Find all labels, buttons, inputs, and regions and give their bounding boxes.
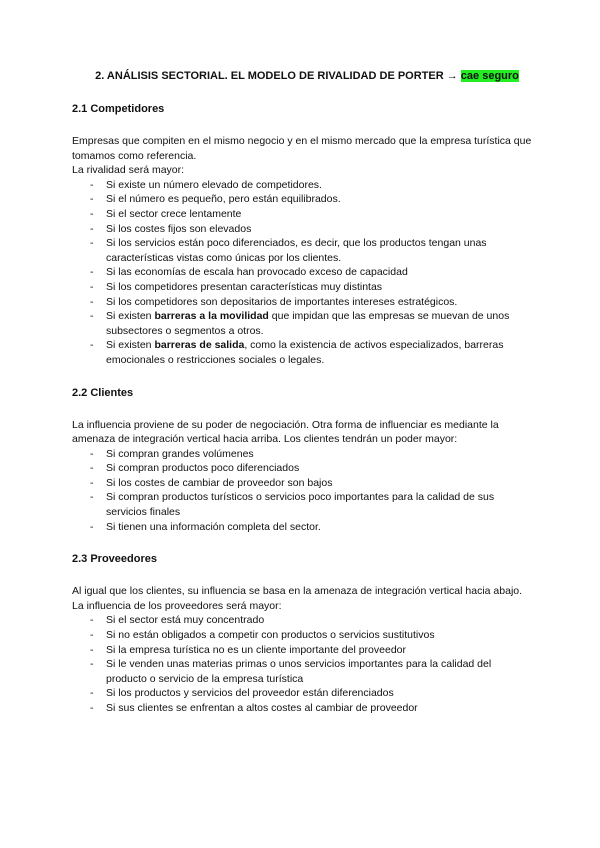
- paragraph: Al igual que los clientes, su influencia se basa en la amenaza de integración vertical hacia abajo. La influencia de los proveedores será mayor:: [72, 585, 523, 612]
- item-text: , como la existencia de activos especializados, barreras emocionales o restricciones sociales o legales.: [106, 339, 504, 366]
- list-item: - Si las economías de escala han provocado exceso de capacidad: [72, 265, 532, 280]
- list-item: - Si compran productos poco diferenciados: [72, 461, 532, 476]
- list-item: - Si tienen una información completa del sector.: [72, 520, 532, 535]
- item-text: Si existen: [106, 339, 155, 352]
- item-text: que impidan que las empresas se muevan de unos subsectores o segmentos a otros.: [106, 310, 510, 337]
- bold-term: barreras de salida: [154, 339, 245, 352]
- list-item: - Si compran productos turísticos o servicios poco importantes para la calidad de sus servicios finales: [72, 490, 532, 519]
- bullet-list: [72, 613, 532, 715]
- list-item: - Si existe un número elevado de competidores.: [72, 178, 532, 193]
- list-item: - Si compran grandes volúmenes: [72, 447, 532, 462]
- list-item: - Si la empresa turística no es un cliente importante del proveedor: [72, 643, 532, 658]
- bold-term: barreras a la movilidad: [154, 310, 269, 323]
- list-item: - Si los competidores son depositarios de importantes intereses estratégicos.: [72, 295, 532, 310]
- bullet-list: [72, 447, 532, 535]
- document-title: [82, 68, 532, 84]
- section-heading: 2.3 Proveedores: [72, 553, 157, 566]
- section-competidores: [72, 102, 532, 368]
- document-page: [72, 68, 532, 716]
- list-item: [72, 338, 532, 367]
- section-proveedores: [72, 552, 532, 715]
- list-item: - Si el sector crece lentamente: [72, 207, 532, 222]
- item-text: Si existen: [106, 310, 155, 323]
- paragraph: La influencia proviene de su poder de negociación. Otra forma de influenciar es mediante la amenaza de integración vertical hacia arriba. Los clientes tendrán un poder mayor:: [72, 418, 499, 446]
- list-item: - Si el sector está muy concentrado: [72, 613, 532, 628]
- list-item: - Si los costes de cambiar de proveedor son bajos: [72, 476, 532, 491]
- section-heading: 2.1 Competidores: [72, 103, 165, 115]
- list-item: - Si no están obligados a competir con productos o servicios sustitutivos: [72, 628, 532, 643]
- paragraph: La rivalidad será mayor:: [72, 164, 185, 177]
- list-item: - Si los servicios están poco diferenciados, es decir, que los productos tengan unas características vistas como únicas por los clientes.: [72, 236, 532, 265]
- list-item: [72, 309, 532, 338]
- paragraph: Empresas que compiten en el mismo negocio y en el mismo mercado que la empresa turística que tomamos como referencia.: [72, 135, 532, 162]
- section-heading: 2.2 Clientes: [72, 386, 134, 399]
- bullet-list: [72, 178, 532, 368]
- title-highlight: cae seguro: [460, 70, 519, 82]
- list-item: - Si los productos y servicios del proveedor están diferenciados: [72, 686, 532, 701]
- list-item: - Si le venden unas materias primas o unos servicios importantes para la calidad del producto o servicio de la empresa turística: [72, 657, 532, 686]
- section-clientes: [72, 386, 532, 535]
- list-item: - Si los competidores presentan características muy distintas: [72, 280, 532, 295]
- list-item: - Si sus clientes se enfrentan a altos costes al cambiar de proveedor: [72, 701, 532, 716]
- list-item: - Si los costes fijos son elevados: [72, 222, 532, 237]
- list-item: - Si el número es pequeño, pero están equilibrados.: [72, 192, 532, 207]
- title-text: 2. ANÁLISIS SECTORIAL. EL MODELO DE RIVALIDAD DE PORTER →: [95, 70, 461, 82]
